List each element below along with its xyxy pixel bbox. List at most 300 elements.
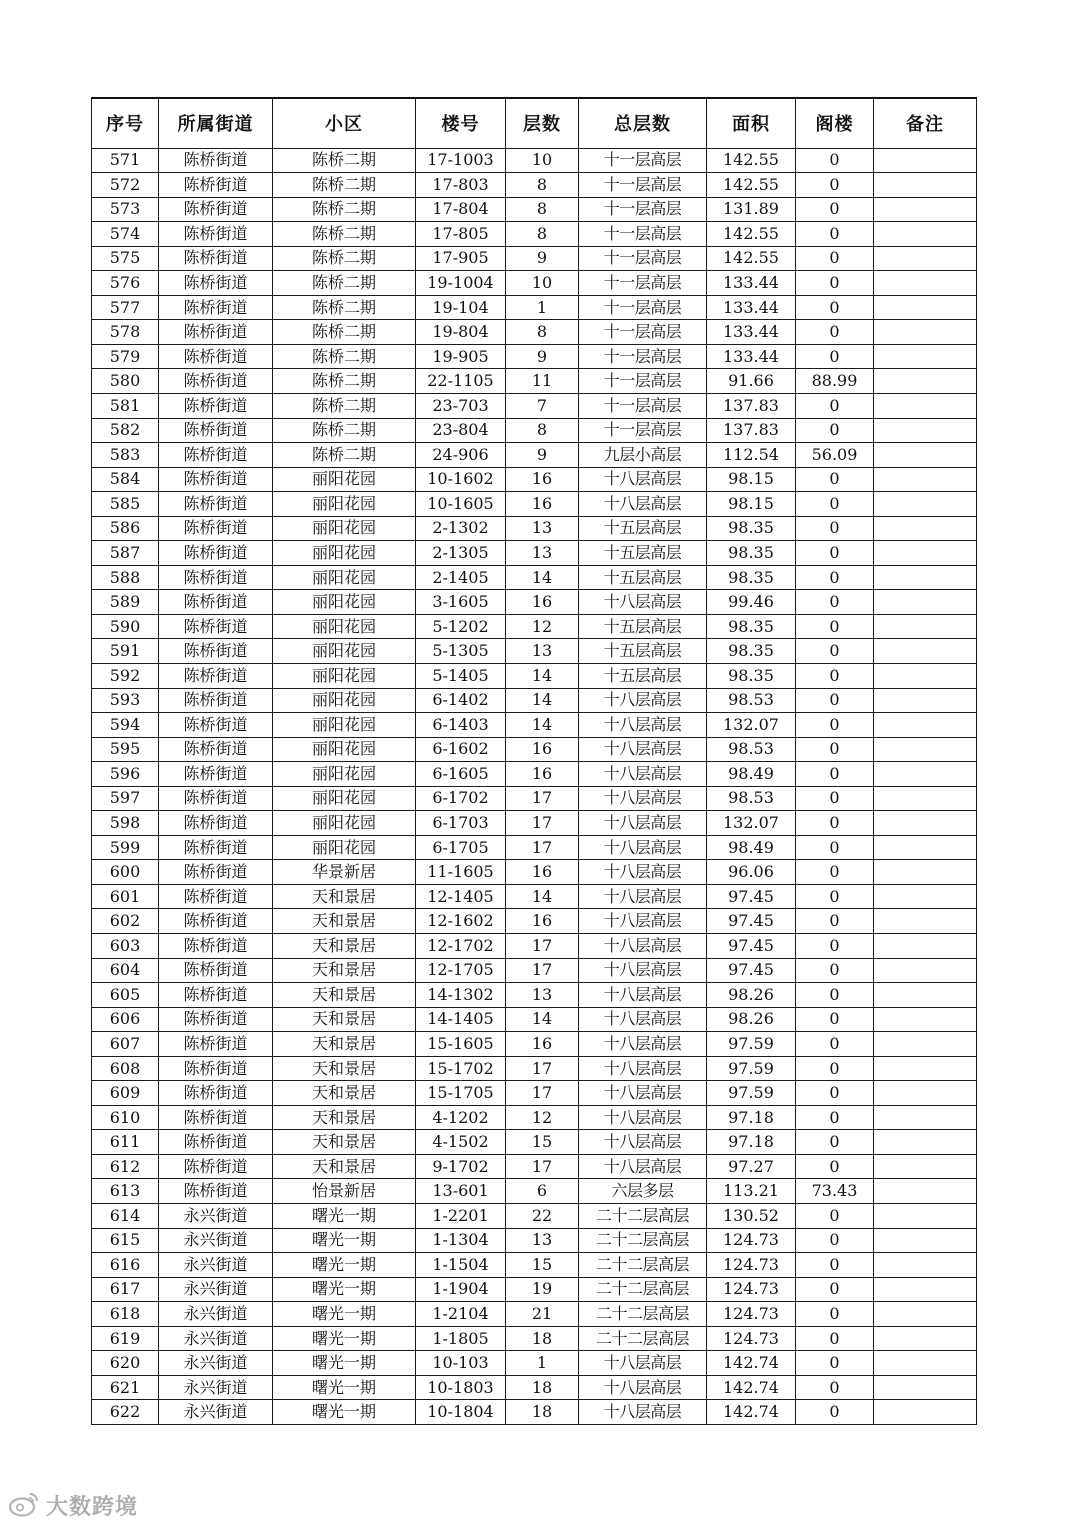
cell-area: 133.44 [707, 295, 796, 320]
table-row [92, 541, 977, 566]
cell-community: 陈桥二期 [273, 443, 416, 468]
cell-building-unit: 17-803 [416, 173, 506, 198]
cell-remarks [874, 934, 977, 959]
cell-community: 天和景居 [273, 1130, 416, 1155]
cell-area: 137.83 [707, 393, 796, 418]
cell-floor: 14 [506, 663, 579, 688]
cell-subdistrict: 陈桥街道 [159, 565, 273, 590]
cell-remarks [874, 663, 977, 688]
cell-attic: 0 [796, 320, 874, 345]
cell-attic: 0 [796, 295, 874, 320]
cell-total-floors: 十五层高层 [579, 541, 707, 566]
cell-remarks [874, 443, 977, 468]
cell-remarks [874, 1007, 977, 1032]
cell-remarks [874, 1228, 977, 1253]
cell-area: 142.74 [707, 1375, 796, 1400]
cell-area: 137.83 [707, 418, 796, 443]
cell-attic: 0 [796, 1228, 874, 1253]
cell-community: 陈桥二期 [273, 295, 416, 320]
cell-building-unit: 17-805 [416, 222, 506, 247]
cell-floor: 8 [506, 222, 579, 247]
cell-community: 丽阳花园 [273, 614, 416, 639]
cell-area: 133.44 [707, 271, 796, 296]
cell-attic: 0 [796, 148, 874, 173]
cell-index: 571 [92, 148, 159, 173]
cell-attic: 0 [796, 737, 874, 762]
cell-floor: 14 [506, 688, 579, 713]
cell-attic: 0 [796, 393, 874, 418]
cell-subdistrict: 陈桥街道 [159, 614, 273, 639]
cell-area: 97.27 [707, 1154, 796, 1179]
cell-building-unit: 1-1904 [416, 1277, 506, 1302]
cell-area: 132.07 [707, 811, 796, 836]
header-area: 面积 [707, 98, 796, 148]
cell-index: 609 [92, 1081, 159, 1106]
cell-attic: 0 [796, 663, 874, 688]
cell-total-floors: 二十二层高层 [579, 1204, 707, 1229]
cell-floor: 10 [506, 148, 579, 173]
cell-subdistrict: 陈桥街道 [159, 688, 273, 713]
cell-area: 98.35 [707, 565, 796, 590]
cell-floor: 13 [506, 541, 579, 566]
cell-index: 600 [92, 860, 159, 885]
cell-total-floors: 十八层高层 [579, 786, 707, 811]
cell-subdistrict: 陈桥街道 [159, 344, 273, 369]
cell-floor: 6 [506, 1179, 579, 1204]
housing-list-table [91, 97, 977, 1425]
cell-floor: 15 [506, 1253, 579, 1278]
cell-remarks [874, 1204, 977, 1229]
cell-attic: 0 [796, 909, 874, 934]
cell-index: 575 [92, 246, 159, 271]
cell-remarks [874, 197, 977, 222]
cell-floor: 19 [506, 1277, 579, 1302]
table-row [92, 1130, 977, 1155]
cell-total-floors: 十八层高层 [579, 1375, 707, 1400]
cell-index: 580 [92, 369, 159, 394]
cell-total-floors: 二十二层高层 [579, 1326, 707, 1351]
cell-attic: 0 [796, 614, 874, 639]
cell-attic: 0 [796, 467, 874, 492]
cell-floor: 1 [506, 295, 579, 320]
cell-total-floors: 十一层高层 [579, 320, 707, 345]
cell-attic: 0 [796, 271, 874, 296]
cell-remarks [874, 320, 977, 345]
cell-building-unit: 24-906 [416, 443, 506, 468]
cell-attic: 0 [796, 688, 874, 713]
cell-building-unit: 11-1605 [416, 860, 506, 885]
cell-area: 142.55 [707, 148, 796, 173]
header-community: 小区 [273, 98, 416, 148]
cell-attic: 0 [796, 246, 874, 271]
cell-community: 丽阳花园 [273, 713, 416, 738]
cell-index: 594 [92, 713, 159, 738]
cell-building-unit: 17-905 [416, 246, 506, 271]
cell-attic: 0 [796, 418, 874, 443]
cell-attic: 88.99 [796, 369, 874, 394]
cell-area: 113.21 [707, 1179, 796, 1204]
cell-subdistrict: 陈桥街道 [159, 467, 273, 492]
cell-floor: 13 [506, 983, 579, 1008]
cell-subdistrict: 陈桥街道 [159, 516, 273, 541]
cell-remarks [874, 786, 977, 811]
cell-community: 曙光一期 [273, 1326, 416, 1351]
cell-index: 619 [92, 1326, 159, 1351]
cell-total-floors: 十一层高层 [579, 246, 707, 271]
cell-subdistrict: 陈桥街道 [159, 1032, 273, 1057]
cell-area: 98.35 [707, 541, 796, 566]
cell-building-unit: 15-1705 [416, 1081, 506, 1106]
cell-attic: 0 [796, 1375, 874, 1400]
cell-area: 97.45 [707, 934, 796, 959]
cell-index: 611 [92, 1130, 159, 1155]
cell-area: 98.26 [707, 1007, 796, 1032]
cell-subdistrict: 陈桥街道 [159, 295, 273, 320]
cell-floor: 16 [506, 492, 579, 517]
cell-index: 621 [92, 1375, 159, 1400]
cell-subdistrict: 陈桥街道 [159, 369, 273, 394]
cell-index: 608 [92, 1056, 159, 1081]
cell-building-unit: 10-103 [416, 1351, 506, 1376]
cell-remarks [874, 1179, 977, 1204]
cell-subdistrict: 陈桥街道 [159, 1056, 273, 1081]
cell-building-unit: 2-1302 [416, 516, 506, 541]
cell-building-unit: 22-1105 [416, 369, 506, 394]
weibo-logo-icon [8, 1491, 40, 1521]
cell-community: 丽阳花园 [273, 639, 416, 664]
header-index: 序号 [92, 98, 159, 148]
cell-total-floors: 十八层高层 [579, 1154, 707, 1179]
cell-remarks [874, 835, 977, 860]
cell-attic: 0 [796, 786, 874, 811]
table-row [92, 639, 977, 664]
cell-area: 112.54 [707, 443, 796, 468]
cell-attic: 56.09 [796, 443, 874, 468]
cell-floor: 17 [506, 1056, 579, 1081]
table-row [92, 835, 977, 860]
table-row [92, 1032, 977, 1057]
cell-building-unit: 10-1804 [416, 1400, 506, 1425]
table-row [92, 958, 977, 983]
cell-building-unit: 14-1405 [416, 1007, 506, 1032]
cell-floor: 8 [506, 418, 579, 443]
cell-area: 97.45 [707, 958, 796, 983]
cell-remarks [874, 173, 977, 198]
cell-community: 曙光一期 [273, 1400, 416, 1425]
cell-community: 丽阳花园 [273, 663, 416, 688]
table-row [92, 1351, 977, 1376]
table-row [92, 934, 977, 959]
cell-area: 98.35 [707, 639, 796, 664]
cell-building-unit: 4-1202 [416, 1105, 506, 1130]
cell-attic: 0 [796, 173, 874, 198]
cell-attic: 0 [796, 197, 874, 222]
cell-area: 96.06 [707, 860, 796, 885]
cell-community: 曙光一期 [273, 1228, 416, 1253]
table-row [92, 1179, 977, 1204]
cell-index: 612 [92, 1154, 159, 1179]
cell-subdistrict: 陈桥街道 [159, 811, 273, 836]
cell-total-floors: 十八层高层 [579, 835, 707, 860]
cell-attic: 0 [796, 344, 874, 369]
cell-total-floors: 十八层高层 [579, 884, 707, 909]
cell-floor: 9 [506, 246, 579, 271]
table-row [92, 418, 977, 443]
cell-remarks [874, 1130, 977, 1155]
cell-index: 583 [92, 443, 159, 468]
cell-index: 572 [92, 173, 159, 198]
cell-building-unit: 6-1703 [416, 811, 506, 836]
cell-area: 133.44 [707, 320, 796, 345]
cell-community: 怡景新居 [273, 1179, 416, 1204]
table-row [92, 222, 977, 247]
cell-area: 97.59 [707, 1032, 796, 1057]
cell-community: 曙光一期 [273, 1302, 416, 1327]
cell-building-unit: 23-703 [416, 393, 506, 418]
cell-remarks [874, 1277, 977, 1302]
table-row [92, 884, 977, 909]
cell-floor: 17 [506, 934, 579, 959]
cell-total-floors: 十八层高层 [579, 1032, 707, 1057]
cell-floor: 18 [506, 1400, 579, 1425]
cell-index: 605 [92, 983, 159, 1008]
cell-subdistrict: 陈桥街道 [159, 222, 273, 247]
cell-attic: 0 [796, 1277, 874, 1302]
cell-floor: 22 [506, 1204, 579, 1229]
cell-total-floors: 十八层高层 [579, 860, 707, 885]
cell-floor: 17 [506, 835, 579, 860]
table-row [92, 1105, 977, 1130]
cell-subdistrict: 永兴街道 [159, 1400, 273, 1425]
cell-community: 陈桥二期 [273, 369, 416, 394]
cell-remarks [874, 958, 977, 983]
cell-community: 曙光一期 [273, 1277, 416, 1302]
header-row [92, 98, 977, 148]
cell-community: 天和景居 [273, 1032, 416, 1057]
cell-index: 597 [92, 786, 159, 811]
cell-floor: 12 [506, 614, 579, 639]
cell-index: 595 [92, 737, 159, 762]
cell-attic: 0 [796, 565, 874, 590]
cell-building-unit: 1-1805 [416, 1326, 506, 1351]
table-header [92, 98, 977, 148]
header-total-floors: 总层数 [579, 98, 707, 148]
cell-building-unit: 19-804 [416, 320, 506, 345]
cell-index: 613 [92, 1179, 159, 1204]
cell-floor: 14 [506, 565, 579, 590]
cell-community: 天和景居 [273, 934, 416, 959]
cell-index: 607 [92, 1032, 159, 1057]
header-remarks: 备注 [874, 98, 977, 148]
cell-community: 陈桥二期 [273, 271, 416, 296]
table-row [92, 1400, 977, 1425]
table-row [92, 492, 977, 517]
cell-building-unit: 6-1702 [416, 786, 506, 811]
cell-subdistrict: 陈桥街道 [159, 443, 273, 468]
cell-remarks [874, 541, 977, 566]
cell-total-floors: 十一层高层 [579, 295, 707, 320]
table-row [92, 1302, 977, 1327]
table-row [92, 762, 977, 787]
cell-remarks [874, 909, 977, 934]
table-row [92, 811, 977, 836]
cell-remarks [874, 737, 977, 762]
cell-remarks [874, 1154, 977, 1179]
cell-floor: 16 [506, 467, 579, 492]
cell-community: 陈桥二期 [273, 393, 416, 418]
table-row [92, 1204, 977, 1229]
header-building-unit: 楼号 [416, 98, 506, 148]
cell-area: 99.46 [707, 590, 796, 615]
cell-attic: 0 [796, 1204, 874, 1229]
cell-total-floors: 六层多层 [579, 1179, 707, 1204]
cell-floor: 16 [506, 762, 579, 787]
cell-remarks [874, 811, 977, 836]
cell-remarks [874, 492, 977, 517]
cell-building-unit: 5-1202 [416, 614, 506, 639]
cell-subdistrict: 永兴街道 [159, 1302, 273, 1327]
cell-attic: 0 [796, 492, 874, 517]
cell-total-floors: 十五层高层 [579, 639, 707, 664]
table-row [92, 688, 977, 713]
cell-index: 616 [92, 1253, 159, 1278]
cell-floor: 16 [506, 737, 579, 762]
cell-remarks [874, 369, 977, 394]
cell-building-unit: 1-2104 [416, 1302, 506, 1327]
cell-index: 614 [92, 1204, 159, 1229]
cell-index: 606 [92, 1007, 159, 1032]
cell-building-unit: 12-1702 [416, 934, 506, 959]
cell-building-unit: 2-1305 [416, 541, 506, 566]
table-row [92, 1277, 977, 1302]
table-row [92, 590, 977, 615]
cell-area: 131.89 [707, 197, 796, 222]
cell-index: 622 [92, 1400, 159, 1425]
cell-index: 604 [92, 958, 159, 983]
cell-building-unit: 17-804 [416, 197, 506, 222]
table-row [92, 737, 977, 762]
cell-area: 98.53 [707, 737, 796, 762]
cell-subdistrict: 永兴街道 [159, 1204, 273, 1229]
cell-total-floors: 十一层高层 [579, 197, 707, 222]
cell-index: 592 [92, 663, 159, 688]
cell-area: 97.45 [707, 884, 796, 909]
cell-floor: 18 [506, 1375, 579, 1400]
cell-area: 98.35 [707, 516, 796, 541]
cell-attic: 0 [796, 713, 874, 738]
cell-community: 丽阳花园 [273, 786, 416, 811]
cell-subdistrict: 永兴街道 [159, 1228, 273, 1253]
cell-subdistrict: 陈桥街道 [159, 786, 273, 811]
table-row [92, 443, 977, 468]
cell-subdistrict: 陈桥街道 [159, 393, 273, 418]
cell-subdistrict: 陈桥街道 [159, 884, 273, 909]
cell-remarks [874, 1105, 977, 1130]
cell-attic: 0 [796, 1400, 874, 1425]
cell-attic: 0 [796, 222, 874, 247]
cell-attic: 0 [796, 835, 874, 860]
cell-subdistrict: 陈桥街道 [159, 639, 273, 664]
table-row [92, 1056, 977, 1081]
cell-total-floors: 十八层高层 [579, 688, 707, 713]
cell-index: 579 [92, 344, 159, 369]
cell-community: 天和景居 [273, 1081, 416, 1106]
cell-area: 97.45 [707, 909, 796, 934]
cell-attic: 0 [796, 1253, 874, 1278]
table-row [92, 344, 977, 369]
cell-index: 591 [92, 639, 159, 664]
cell-building-unit: 19-905 [416, 344, 506, 369]
cell-subdistrict: 陈桥街道 [159, 246, 273, 271]
cell-floor: 8 [506, 173, 579, 198]
cell-area: 142.55 [707, 173, 796, 198]
table-row [92, 271, 977, 296]
cell-total-floors: 十一层高层 [579, 173, 707, 198]
cell-remarks [874, 688, 977, 713]
cell-attic: 0 [796, 639, 874, 664]
cell-remarks [874, 1056, 977, 1081]
cell-attic: 0 [796, 1154, 874, 1179]
cell-attic: 0 [796, 762, 874, 787]
cell-building-unit: 6-1402 [416, 688, 506, 713]
table-row [92, 393, 977, 418]
table-row [92, 1007, 977, 1032]
cell-floor: 12 [506, 1105, 579, 1130]
cell-subdistrict: 永兴街道 [159, 1277, 273, 1302]
cell-building-unit: 10-1605 [416, 492, 506, 517]
cell-total-floors: 十八层高层 [579, 1105, 707, 1130]
cell-remarks [874, 983, 977, 1008]
cell-remarks [874, 1326, 977, 1351]
cell-remarks [874, 1253, 977, 1278]
cell-remarks [874, 639, 977, 664]
cell-subdistrict: 陈桥街道 [159, 197, 273, 222]
cell-remarks [874, 148, 977, 173]
cell-area: 98.15 [707, 467, 796, 492]
cell-total-floors: 十八层高层 [579, 762, 707, 787]
cell-index: 617 [92, 1277, 159, 1302]
cell-building-unit: 12-1602 [416, 909, 506, 934]
cell-remarks [874, 344, 977, 369]
cell-area: 98.53 [707, 688, 796, 713]
cell-subdistrict: 陈桥街道 [159, 1007, 273, 1032]
cell-floor: 8 [506, 320, 579, 345]
cell-area: 130.52 [707, 1204, 796, 1229]
cell-index: 590 [92, 614, 159, 639]
cell-community: 陈桥二期 [273, 344, 416, 369]
cell-building-unit: 12-1705 [416, 958, 506, 983]
cell-building-unit: 17-1003 [416, 148, 506, 173]
cell-area: 142.55 [707, 246, 796, 271]
cell-community: 陈桥二期 [273, 148, 416, 173]
cell-community: 曙光一期 [273, 1204, 416, 1229]
cell-community: 丽阳花园 [273, 541, 416, 566]
cell-area: 132.07 [707, 713, 796, 738]
table-row [92, 786, 977, 811]
cell-attic: 0 [796, 1007, 874, 1032]
cell-remarks [874, 393, 977, 418]
cell-community: 天和景居 [273, 983, 416, 1008]
cell-subdistrict: 陈桥街道 [159, 320, 273, 345]
cell-area: 97.59 [707, 1056, 796, 1081]
cell-floor: 17 [506, 1081, 579, 1106]
cell-floor: 21 [506, 1302, 579, 1327]
cell-building-unit: 1-2201 [416, 1204, 506, 1229]
cell-index: 603 [92, 934, 159, 959]
cell-attic: 0 [796, 1326, 874, 1351]
cell-floor: 1 [506, 1351, 579, 1376]
cell-total-floors: 十一层高层 [579, 344, 707, 369]
